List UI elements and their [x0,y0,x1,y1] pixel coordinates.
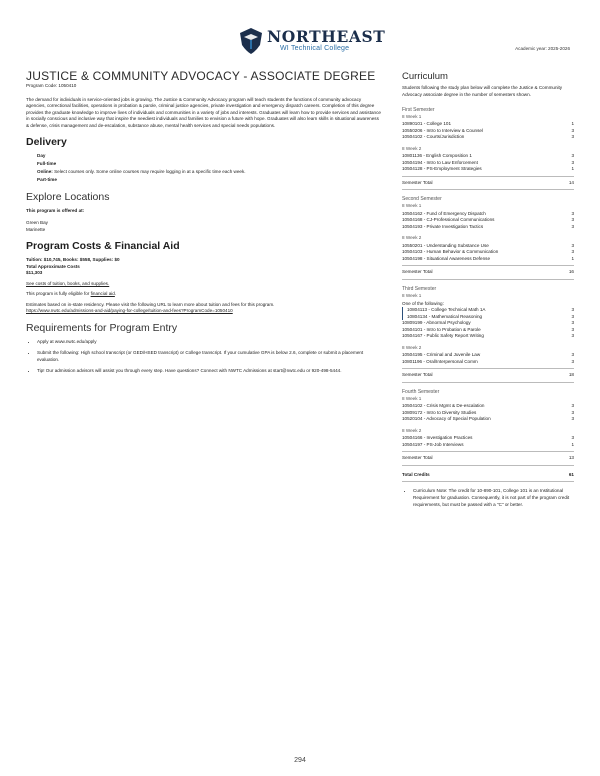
course-name: 10890101 - College 101 [402,121,452,127]
semester-total-label: Semester Total [402,455,433,461]
course-name: 10550201 - Understanding Substance Use [402,242,489,248]
course-name: 10504103 - Human Behavior & Communication [402,249,499,255]
week-label: 8 Week 1 [402,113,422,119]
semester-total [402,455,574,462]
estimates-text: Estimates based on in-state residency. Please visit the following URL to learn more about tuition and fees for this program. [26,301,275,307]
online-label: Online: [37,169,53,175]
divider [402,382,574,383]
tuition-line: Tuition: $10,745, Books: $558, Supplies: $0 [26,257,120,263]
costs-link[interactable]: See costs of tuition, books, and supplies. [26,280,110,286]
course-name: 10504128 - PS-Employment Strategies [402,166,482,172]
total-credits-value: 61 [568,471,574,477]
course-credits: 3 [571,320,574,326]
course-credits: 3 [571,307,574,313]
course-credits: 3 [571,153,574,159]
week-label: 8 Week 2 [402,235,422,241]
course-name: 10804134 - Mathematical Reasoning [407,313,483,319]
course-name: 10504193 - Private Investigation Tactics [402,223,484,229]
course-credits: 3 [571,416,574,422]
logo-name: NORTHEAST [267,27,386,46]
course-credits: 1 [571,441,574,447]
course-credits: 3 [571,333,574,339]
financial-aid-link[interactable]: financial aid [90,291,115,297]
course-name: 10504102 - Courts/Jurisdiction [402,134,465,140]
week-label: 8 Week 1 [402,203,422,209]
week-label: 8 Week 2 [402,427,422,433]
divider [402,481,574,482]
course-credits: 3 [571,134,574,140]
divider [402,465,574,466]
campus-marinette[interactable]: Marinette [26,226,46,232]
delivery-heading: Delivery [26,136,67,149]
campus-list [26,220,382,233]
total-costs-value: $11,303 [26,270,43,276]
requirement-item: • Apply at www.nwtc.edu/apply [37,339,382,346]
aid-prefix: This program is fully eligible for [26,291,91,297]
course-name: 10809172 - Intro to Diversity Studies [402,409,477,415]
delivery-list [37,153,382,184]
course-row [402,359,574,366]
curriculum-intro: Students following the study plan below will complete the Justice & Community Advocacy associate degree in the number of semesters shown. [402,85,563,97]
online-text: Select courses only. Some online courses may require logging in at a specific time each week. [54,169,246,175]
shield-logo-icon [240,28,262,54]
course-row [402,333,574,340]
divider [402,279,574,280]
course-credits: 3 [571,358,574,364]
semester-total [402,269,574,276]
week-label: 8 Week 2 [402,344,422,350]
course-row [402,442,574,449]
divider [402,176,574,177]
course-name: 10504198 - Situational Awareness Defense [402,255,491,261]
course-row [402,134,574,141]
course-name: 10504166 - Investigation Practices [402,435,473,441]
semester-total-value: 16 [568,269,574,275]
course-row [402,224,574,231]
semester-total-label: Semester Total [402,372,433,378]
curriculum-heading: Curriculum [402,71,448,82]
course-name: 10801196 - Oral/Interpersonal Comm [402,358,478,364]
divider [402,368,574,369]
course-credits: 3 [571,127,574,133]
curriculum-note: • Curriculum Note: The credit for 10-890-101, College 101 is an Institutional Requirement for graduation. Consequently, it is not part of the program credit requirements, but must be passed with a "C" or better. [413,488,574,508]
course-name: 10504102 - Crisis Mgmt & De-escalation [402,403,485,409]
program-description: The demand for individuals in service-oriented jobs is growing. The Justice & Community Advocacy program will teach students the functions of community advocacy agencies, correctional facilities, operations in probation & parole, criminal justice agencies, private investigation and emergency dispatch careers. Completion of this degree provides the graduate knowledge to improve lives of individuals and communities in a variety of jobs and interests. Graduates will learn how to provide services and assistance in socially conscious and inclusive way that inspire the neediest individuals and families to envision a future with hope. Graduates will also learn skills in situational awareness & defense, crisis management and de-escalation, substance abuse, mental health services and special needs populations. [26,96,381,128]
course-name: 10520104 - Advocacy of Special Population [402,416,491,422]
course-credits: 1 [571,166,574,172]
program-code: Program Code: 1050410 [26,83,77,88]
delivery-day: Day [37,153,46,158]
requirement-item: • Tip! Our admission advisors will assist you through every step. Have questions? Connect with NWTC Admissions at start@nwtc.edu or 920-498-5444. [37,368,382,375]
course-row [402,166,574,173]
course-credits: 3 [571,403,574,409]
course-name: 10804113 - College Technical Math 1A [407,307,486,313]
campus-green-bay[interactable]: Green Bay [26,220,48,226]
course-name: 10550206 - Intro to Interview & Counsel [402,127,483,133]
semester-total [402,180,574,187]
semester-total-label: Semester Total [402,179,433,185]
requirements-heading: Requirements for Program Entry [26,321,178,334]
choice-group [402,307,574,320]
academic-year: Academic year: 2025-2026 [515,46,570,51]
course-credits: 3 [571,409,574,415]
course-credits: 1 [571,255,574,261]
total-costs-label: Total Approximate Costs [26,263,80,269]
course-credits: 3 [571,352,574,358]
course-credits: 3 [571,217,574,223]
logo-subtitle: WI Technical College [280,45,350,52]
locations-heading: Explore Locations [26,190,110,203]
semester-total-value: 14 [568,179,574,185]
course-credits: 3 [571,249,574,255]
semester-name: Second Semester [402,196,442,203]
divider [402,265,574,266]
course-name: 10801136 - English Composition 1 [402,153,472,159]
week-label: 8 Week 1 [402,293,422,299]
week-label: 8 Week 2 [402,145,422,151]
course-credits: 3 [571,326,574,332]
semester-total-label: Semester Total [402,269,433,275]
course-credits: 3 [571,223,574,229]
course-name: 10504195 - Criminal and Juvenile Law [402,352,481,358]
requirement-item: • Submit the following: High school transcript (or GED/HSED transcript) or College transcript. If your cumulative GPA is below 2.6, complete or submit a placement evaluation. [37,350,382,363]
semester-name: Fourth Semester [402,388,440,395]
page-title: JUSTICE & COMMUNITY ADVOCACY - ASSOCIATE DEGREE [26,69,376,83]
semester-total [402,372,574,379]
total-credits-label: Total Credits [402,471,430,477]
delivery-parttime: Part-time [37,177,57,183]
course-credits: 3 [571,159,574,165]
semester-name: First Semester [402,106,435,113]
course-name: 10504167 - Public Safety Report Writing [402,333,484,339]
semester-total-value: 18 [568,372,574,378]
curriculum-panel [402,68,574,508]
course-credits: 3 [571,242,574,248]
semester-total-value: 13 [568,455,574,461]
choice-group-label: One of the following: [402,300,444,306]
course-name: 10504168 - CJ-Professional Communications [402,217,495,223]
divider [402,189,574,190]
delivery-online [37,169,382,176]
tuition-url-link[interactable]: https://www.nwtc.edu/admissions-and-aid/paying-for-college/tuition-and-fees?ProgramCode=1050410 [26,308,233,314]
page-number: 294 [294,757,306,764]
costs-heading: Program Costs & Financial Aid [26,240,180,253]
course-row [402,416,574,423]
course-name: 10504194 - Intro to Law Enforcement [402,159,478,165]
aid-suffix: . [114,291,117,297]
course-credits: 3 [571,435,574,441]
college-logo[interactable] [240,26,390,60]
offered-at-label: This program is offered at: [26,207,85,213]
total-credits [402,472,574,479]
course-credits: 3 [571,210,574,216]
course-name: 10504162 - Fund of Emergency Dispatch [402,210,486,216]
delivery-fulltime: Full-time [37,161,57,167]
requirements-list [26,339,382,375]
course-row [402,256,574,263]
divider [402,451,574,452]
semester-name: Third Semester [402,285,437,292]
course-name: 10504101 - Intro to Probation & Parole [402,326,481,332]
course-name: 10809199 - Abnormal Psychology [402,320,471,326]
curriculum-note-list [402,488,574,508]
program-details [26,68,382,380]
week-label: 8 Week 1 [402,395,422,401]
financial-aid-line [26,291,382,298]
course-name: 10504197 - PS-Job Interviews [402,441,464,447]
course-credits: 1 [571,121,574,127]
course-credits: 3 [571,313,574,319]
